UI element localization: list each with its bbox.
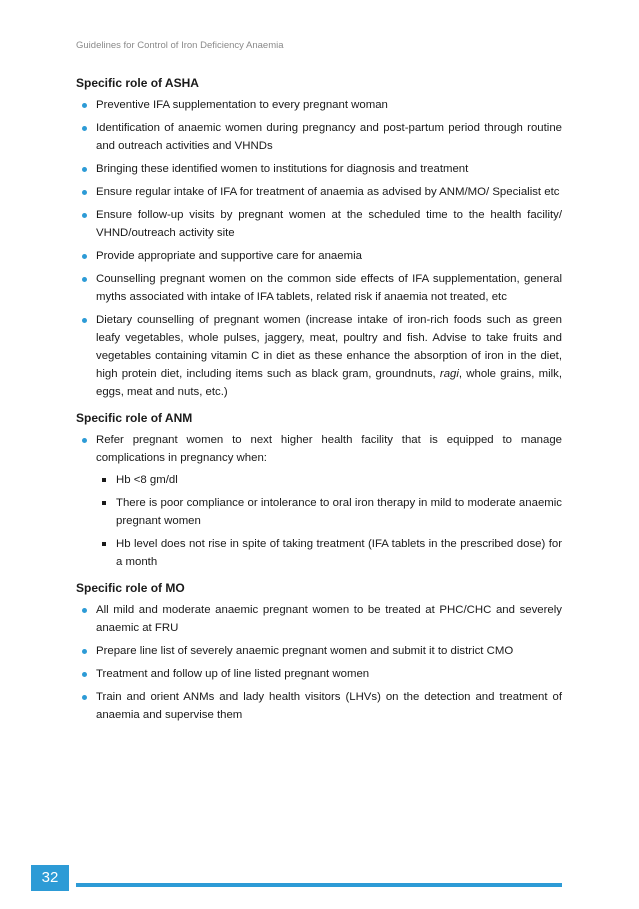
bullet-icon: [82, 277, 87, 282]
list-item: Treatment and follow up of line listed pregnant women: [76, 665, 562, 683]
list-item: Counselling pregnant women on the common side effects of IFA supplementation, general myths associated with intake of IFA tablets, related risk if anaemia not treated, etc: [76, 270, 562, 306]
bullet-icon: [82, 672, 87, 677]
list-item: Ensure regular intake of IFA for treatment of anaemia as advised by ANM/MO/ Specialist etc: [76, 183, 562, 201]
sub-list-item: Hb level does not rise in spite of taking treatment (IFA tablets in the prescribed dose) for a month: [96, 535, 562, 571]
bullet-icon: [82, 438, 87, 443]
section-anm: [76, 411, 562, 571]
bullet-icon: [82, 254, 87, 259]
square-bullet-icon: [102, 478, 106, 482]
section-title-asha: Specific role of ASHA: [76, 76, 199, 90]
bullet-icon: [82, 213, 87, 218]
section-title-anm: Specific role of ANM: [76, 411, 193, 425]
section-asha: [76, 76, 562, 401]
list-item: Provide appropriate and supportive care for anaemia: [76, 247, 562, 265]
list-item: Identification of anaemic women during pregnancy and post-partum period through routine and outreach activities and VHNDs: [76, 119, 562, 155]
page-number: 32: [31, 865, 69, 891]
page-content: [76, 76, 562, 734]
footer-rule: [76, 883, 562, 887]
list-item: Bringing these identified women to institutions for diagnosis and treatment: [76, 160, 562, 178]
sub-list-item: There is poor compliance or intolerance to oral iron therapy in mild to moderate anaemic pregnant women: [96, 494, 562, 530]
bullet-icon: [82, 608, 87, 613]
bullet-icon: [82, 190, 87, 195]
bullet-icon: [82, 167, 87, 172]
section-title-mo: Specific role of MO: [76, 581, 185, 595]
list-item: Prepare line list of severely anaemic pregnant women and submit it to district CMO: [76, 642, 562, 660]
running-header: Guidelines for Control of Iron Deficiency Anaemia: [76, 40, 284, 51]
list-item: Refer pregnant women to next higher health facility that is equipped to manage complications in pregnancy when: Hb <8 gm/dl There is poor compliance or intolerance to oral iron therapy in mild to moderate anaemic pregnant women Hb level does not rise in spite of taking treatment (IFA tablets in the prescribed dose) for a month: [76, 431, 562, 571]
sub-list-item: Hb <8 gm/dl: [96, 471, 562, 489]
bullet-icon: [82, 649, 87, 654]
bullet-icon: [82, 695, 87, 700]
square-bullet-icon: [102, 542, 106, 546]
anm-sublist: [96, 471, 562, 571]
bullet-icon: [82, 318, 87, 323]
list-item: Ensure follow-up visits by pregnant women at the scheduled time to the health facility/ VHND/outreach activity site: [76, 206, 562, 242]
bullet-icon: [82, 126, 87, 131]
list-item: Preventive IFA supplementation to every pregnant woman: [76, 96, 562, 114]
bullet-icon: [82, 103, 87, 108]
square-bullet-icon: [102, 501, 106, 505]
list-item: All mild and moderate anaemic pregnant women to be treated at PHC/CHC and severely anaemic at FRU: [76, 601, 562, 637]
mo-list: [76, 601, 562, 724]
asha-list: [76, 96, 562, 401]
list-item: Train and orient ANMs and lady health visitors (LHVs) on the detection and treatment of anaemia and supervise them: [76, 688, 562, 724]
section-mo: [76, 581, 562, 724]
list-item-diet: Dietary counselling of pregnant women (increase intake of iron-rich foods such as green leafy vegetables, whole pulses, jaggery, meat, poultry and fish. Advise to take fruits and vegetables containing vitamin C in diet as these enhance the absorption of iron in the diet, high protein diet, including items such as black gram, groundnuts, ragi, whole grains, milk, eggs, meat and nuts, etc.): [76, 311, 562, 401]
anm-list: [76, 431, 562, 571]
